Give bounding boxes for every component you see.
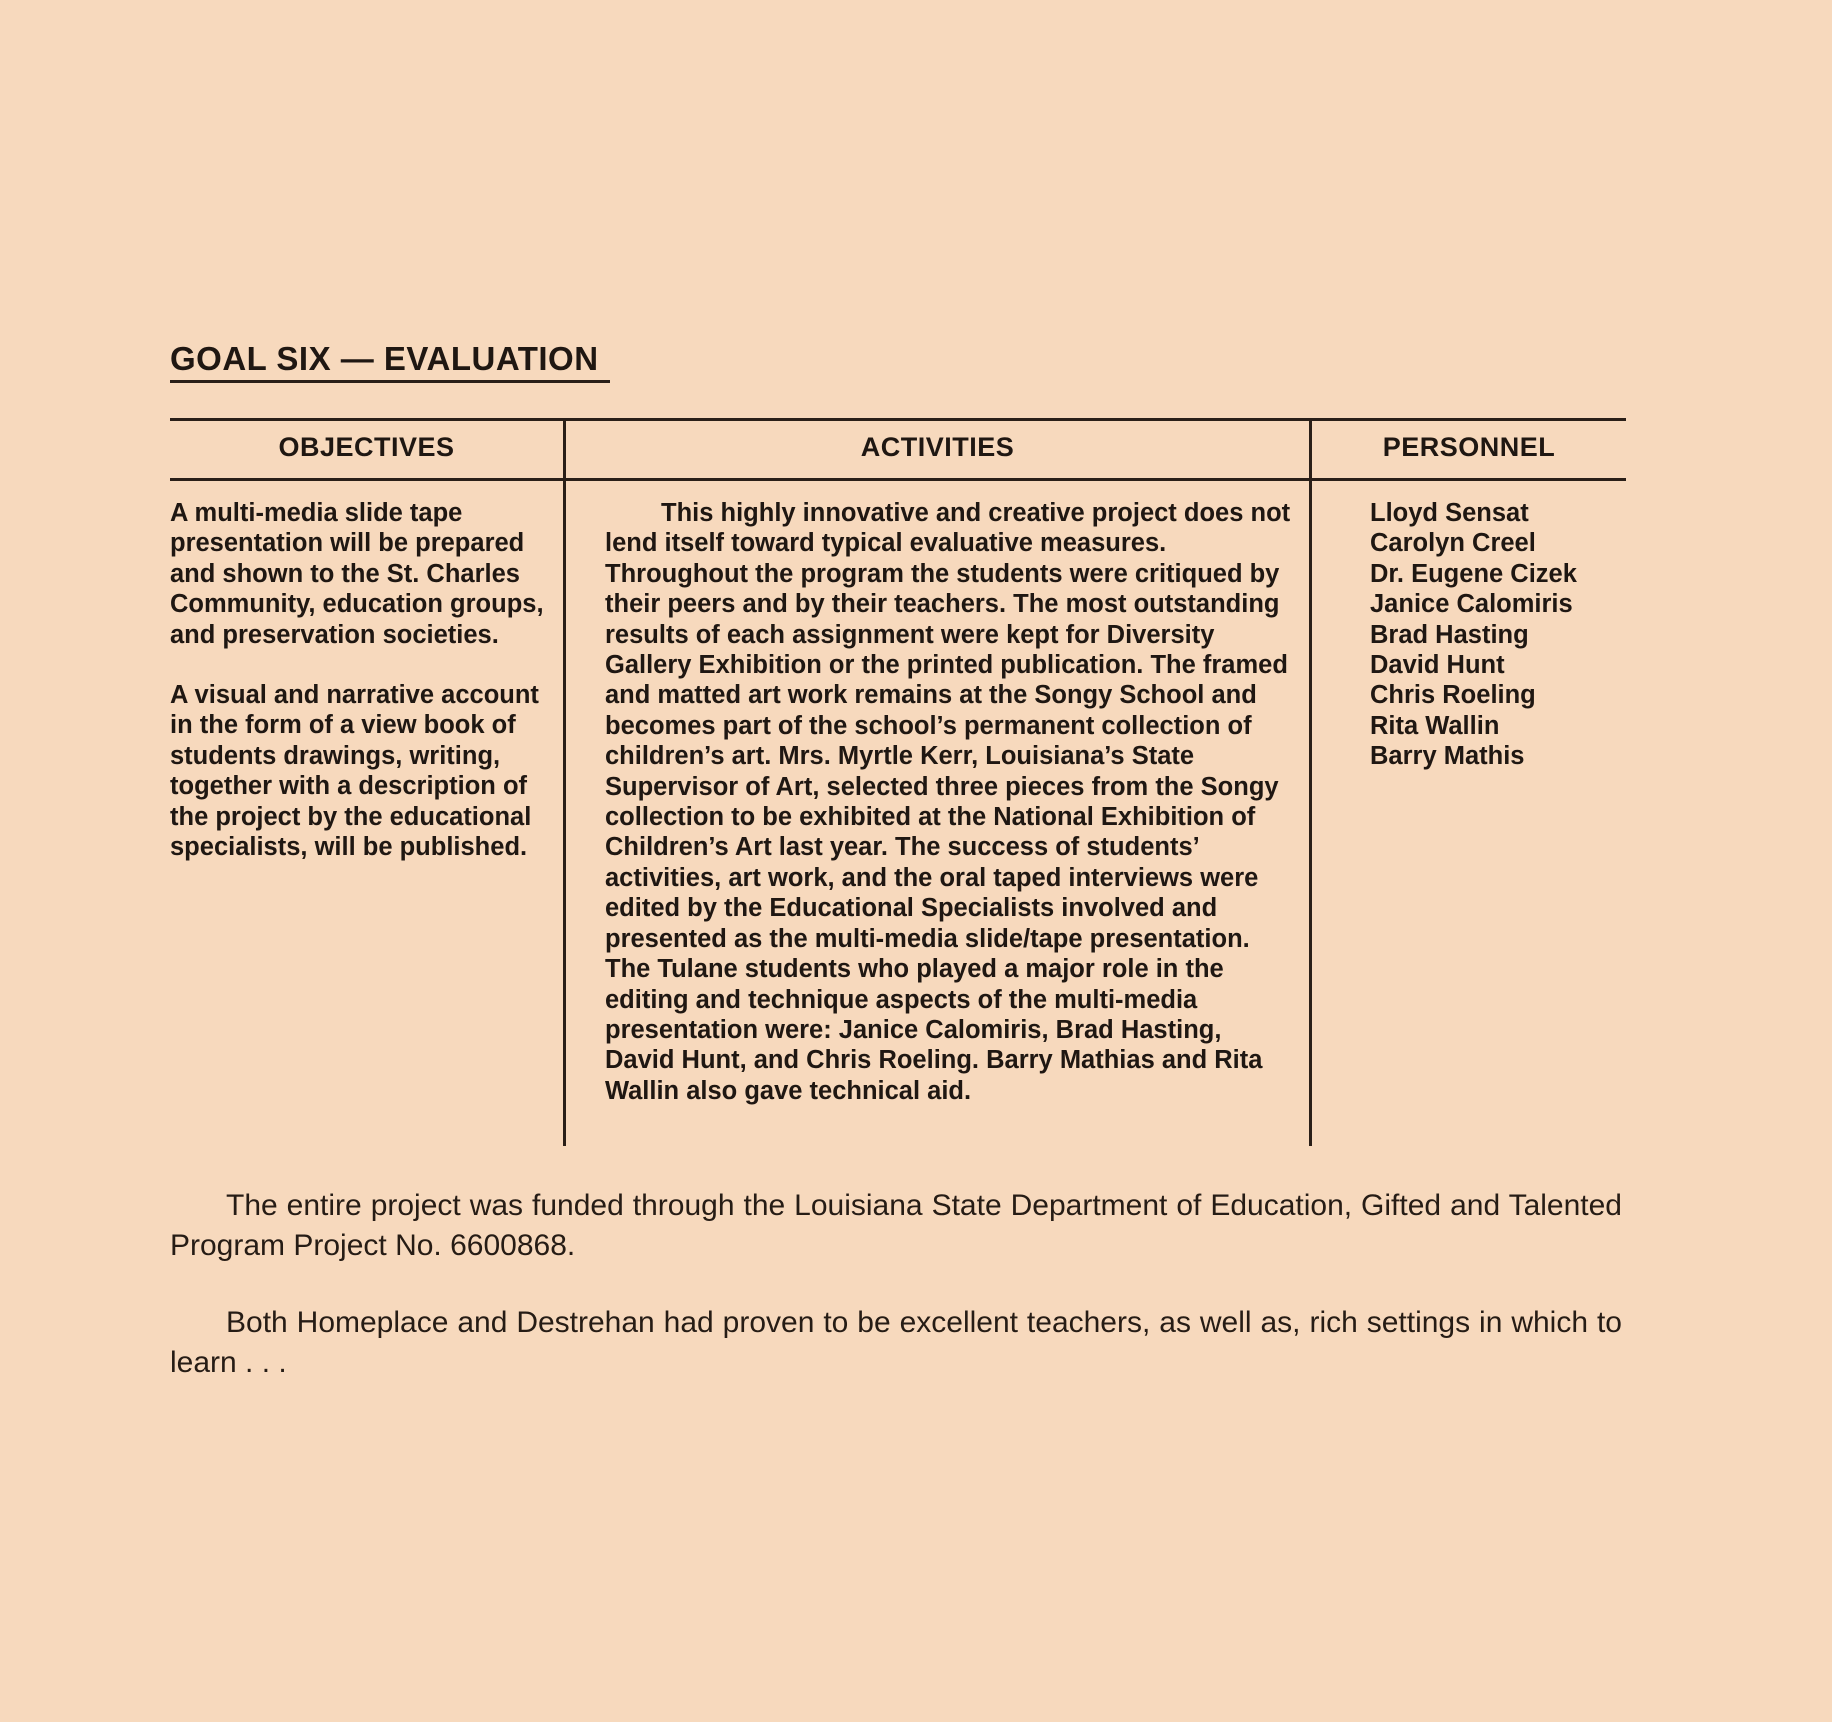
funding-paragraph: The entire project was funded through the Louisiana State Department of Education, Gifted and Talented Program Project No. 6600868. (170, 1189, 1622, 1262)
column-header-objectives: OBJECTIVES (278, 432, 455, 462)
title-underline (170, 380, 610, 383)
personnel-name: David Hunt (1370, 651, 1505, 680)
personnel-name: Carolyn Creel (1370, 529, 1536, 558)
column-divider-1 (563, 418, 566, 1146)
personnel-name: Janice Calomiris (1370, 590, 1573, 619)
objectives-cell (170, 498, 550, 862)
activities-text: This highly innovative and creative project does not lend itself toward typical evaluative measures. Throughout the program the students were critiqued by their peers and by their teachers. The most outstanding results of each assignment were kept for Diversity Gallery Exhibition or the printed publication. The framed and matted art work remains at the Songy School and becomes part of the school’s permanent collection of children’s art. Mrs. Myrtle Kerr, Louisiana’s State Supervisor of Art, selected three pieces from the Songy collection to be exhibited at the National Exhibition of Children’s Art last year. The success of students’ activities, art work, and the oral taped interviews were edited by the Educational Specialists involved and presented as the multi-media slide/tape presentation. The Tulane students who played a major role in the editing and technique aspects of the multi-media presentation were: Janice Calomiris, Brad Hasting, David Hunt, and Chris Roeling. Barry Mathias and Rita Wallin also gave technical aid. (605, 499, 1291, 1105)
column-header-activities: ACTIVITIES (860, 432, 1015, 462)
personnel-name: Chris Roeling (1370, 681, 1536, 710)
personnel-name: Brad Hasting (1370, 620, 1529, 649)
column-divider-2 (1309, 418, 1312, 1146)
section-title: GOAL SIX — EVALUATION (170, 340, 599, 377)
personnel-name: Rita Wallin (1370, 711, 1500, 740)
personnel-name: Dr. Eugene Cizek (1370, 559, 1577, 588)
objective-item: A multi-media slide tape presentation will be prepared and shown to the St. Charles Community, education groups, and preservation societies. (170, 499, 544, 649)
evaluation-table (170, 418, 1626, 1146)
activities-cell (605, 498, 1295, 1106)
column-header-personnel: PERSONNEL (1382, 432, 1556, 462)
objective-item: A visual and narrative account in the form of a view book of students drawings, writing, together with a description of the project by the educational specialists, will be published. (170, 681, 539, 862)
table-top-rule (170, 418, 1626, 421)
table-header-rule (170, 478, 1626, 481)
personnel-name: Barry Mathis (1370, 742, 1525, 771)
personnel-cell (1370, 498, 1620, 772)
closing-paragraph: Both Homeplace and Destrehan had proven to be excellent teachers, as well as, rich settings in which to learn . . . (170, 1306, 1622, 1379)
personnel-name: Lloyd Sensat (1370, 499, 1529, 527)
